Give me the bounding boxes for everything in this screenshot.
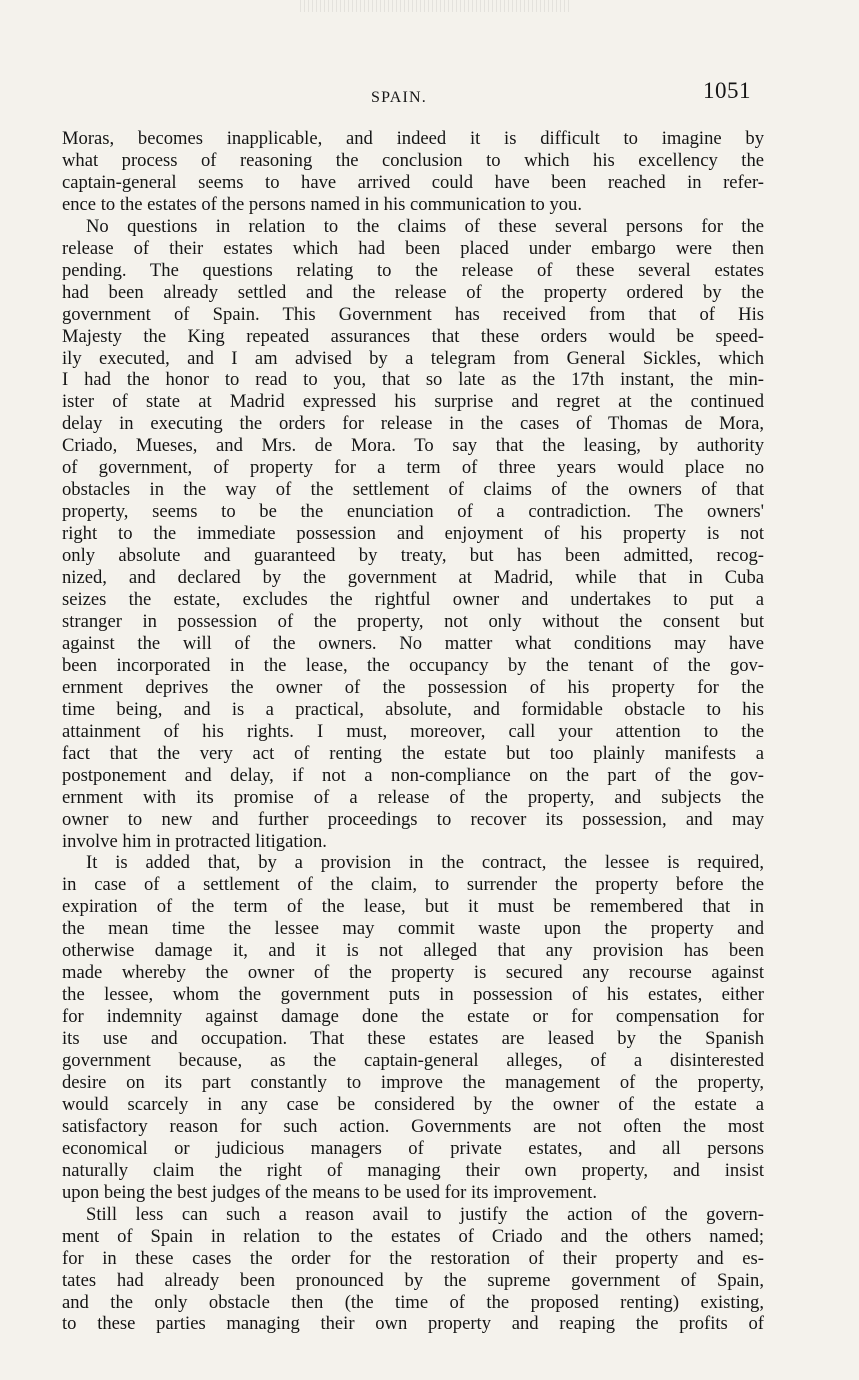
scan-artifact [300, 0, 570, 12]
text-line: stranger in possession of the property, not only without the consent but [62, 610, 764, 632]
text-line: government of Spain. This Government has received from that of His [62, 303, 764, 325]
body-text [62, 128, 764, 1335]
text-line: pending. The questions relating to the release of these several estates [62, 259, 764, 281]
text-line: economical or judicious managers of private estates, and all persons [62, 1137, 764, 1159]
page-number: 1051 [703, 78, 751, 103]
text-line: Majesty the King repeated assurances that these orders would be speed- [62, 325, 764, 347]
text-line: captain-general seems to have arrived could have been reached in refer- [62, 171, 764, 193]
text-line: owner to new and further proceedings to recover its possession, and may [62, 808, 764, 830]
text-line: right to the immediate possession and enjoyment of his property is not [62, 523, 764, 545]
text-line: ment of Spain in relation to the estates of Criado and the others named; [62, 1225, 764, 1247]
text-line: naturally claim the right of managing their own property, and insist [62, 1159, 764, 1181]
text-line: ily executed, and I am advised by a telegram from General Sickles, which [62, 347, 764, 369]
paragraph [62, 216, 764, 853]
text-line: otherwise damage it, and it is not alleged that any provision has been [62, 940, 764, 962]
page-header [0, 78, 859, 118]
text-line: made whereby the owner of the property is secured any recourse against [62, 962, 764, 984]
text-line: fact that the very act of renting the estate but too plainly manifests a [62, 742, 764, 764]
text-line: time being, and is a practical, absolute, and formidable obstacle to his [62, 698, 764, 720]
text-line: attainment of his rights. I must, moreover, call your attention to the [62, 720, 764, 742]
text-line: I had the honor to read to you, that so late as the 17th instant, the min- [62, 369, 764, 391]
paragraph [62, 128, 764, 216]
text-line: property, seems to be the enunciation of a contradiction. The owners' [62, 501, 764, 523]
text-line: obstacles in the way of the settlement of claims of the owners of that [62, 479, 764, 501]
text-line: for indemnity against damage done the estate or for compensation for [62, 1006, 764, 1028]
text-line: Still less can such a reason avail to justify the action of the govern- [86, 1203, 764, 1225]
text-line: would scarcely in any case be considered by the owner of the estate a [62, 1093, 764, 1115]
text-line: No questions in relation to the claims of these several persons for the [86, 215, 764, 237]
text-line: to these parties managing their own property and reaping the profits of [62, 1313, 764, 1335]
text-line: in case of a settlement of the claim, to surrender the property before the [62, 874, 764, 896]
text-line: been incorporated in the lease, the occupancy by the tenant of the gov- [62, 654, 764, 676]
text-line: ernment deprives the owner of the possession of his property for the [62, 676, 764, 698]
text-line: expiration of the term of the lease, but it must be remembered that in [62, 896, 764, 918]
text-line: involve him in protracted litigation. [62, 830, 327, 852]
text-line: its use and occupation. That these estates are leased by the Spanish [62, 1028, 764, 1050]
text-line: upon being the best judges of the means to be used for its improvement. [62, 1181, 597, 1203]
text-line: desire on its part constantly to improve the management of the property, [62, 1071, 764, 1093]
text-line: ernment with its promise of a release of the property, and subjects the [62, 786, 764, 808]
text-line: satisfactory reason for such action. Governments are not often the most [62, 1115, 764, 1137]
text-line: ister of state at Madrid expressed his surprise and regret at the continued [62, 391, 764, 413]
text-line: Moras, becomes inapplicable, and indeed it is difficult to imagine by [62, 128, 764, 149]
text-line: against the will of the owners. No matter what conditions may have [62, 632, 764, 654]
paragraph [62, 852, 764, 1203]
text-line: what process of reasoning the conclusion to which his excellency the [62, 149, 764, 171]
text-line: tates had already been pronounced by the supreme government of Spain, [62, 1269, 764, 1291]
text-line: the mean time the lessee may commit waste upon the property and [62, 918, 764, 940]
running-title: SPAIN. [371, 89, 427, 106]
text-line: Criado, Mueses, and Mrs. de Mora. To say that the leasing, by authority [62, 435, 764, 457]
text-line: nized, and declared by the government at Madrid, while that in Cuba [62, 567, 764, 589]
text-line: release of their estates which had been placed under embargo were then [62, 237, 764, 259]
text-line: had been already settled and the release of the property ordered by the [62, 281, 764, 303]
text-line: delay in executing the orders for release in the cases of Thomas de Mora, [62, 413, 764, 435]
text-line: and the only obstacle then (the time of the proposed renting) existing, [62, 1291, 764, 1313]
text-line: for in these cases the order for the restoration of their property and es- [62, 1247, 764, 1269]
text-line: government because, as the captain-general alleges, of a disinterested [62, 1050, 764, 1072]
text-line: the lessee, whom the government puts in possession of his estates, either [62, 984, 764, 1006]
paragraph [62, 1204, 764, 1336]
text-line: only absolute and guaranteed by treaty, but has been admitted, recog- [62, 545, 764, 567]
text-line: postponement and delay, if not a non-compliance on the part of the gov- [62, 764, 764, 786]
text-line: of government, of property for a term of three years would place no [62, 457, 764, 479]
text-line: ence to the estates of the persons named in his communication to you. [62, 193, 582, 215]
text-line: seizes the estate, excludes the rightful owner and undertakes to put a [62, 589, 764, 611]
text-line: It is added that, by a provision in the contract, the lessee is required, [86, 852, 764, 874]
